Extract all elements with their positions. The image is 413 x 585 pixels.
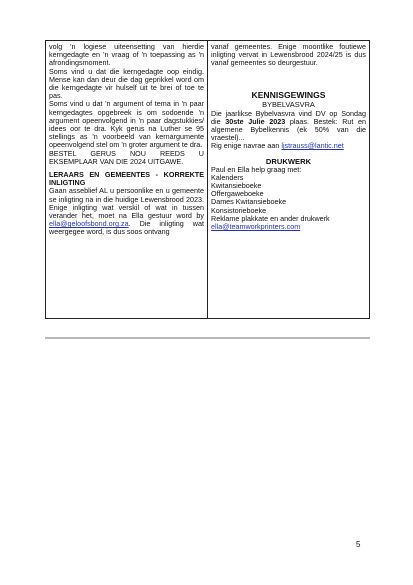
right-column <box>208 41 369 318</box>
teamworkprinters-email-link[interactable]: ella@teamworkprinters.com <box>211 222 301 232</box>
drukwerk-item: Dames Kwitansieboeke <box>211 197 287 207</box>
paragraph-bestel-gerus: BESTEL GERUS NOU REEDS U EKSEMPLAAR VAN DIE 2024 UITGAWE. <box>49 148 204 166</box>
paragraph-korrekte-inligting <box>49 187 204 236</box>
horizontal-divider <box>45 337 370 339</box>
drukwerk-email-paragraph <box>211 223 366 231</box>
korrekte-inligting-text-end: . Die inligting wat weergegee word, is dus soos ontvang <box>49 219 204 237</box>
ljstrauss-email-link[interactable]: ljstrauss@lantic.net <box>281 141 344 151</box>
bybelvasvra-text-end: plaas. Bestek: Rut en algemene Bybelkennis (ek 50% van die vraestel)... <box>211 116 367 143</box>
paragraph-enquiries <box>211 142 366 150</box>
drukwerk-item: Offergaweboeke <box>211 189 264 199</box>
bybelvasvra-date: 30ste Julie 2023 <box>225 116 286 126</box>
enquiries-text: Rig enige navrae aan <box>211 141 280 151</box>
drukwerk-item: Reklame plakkate en ander drukwerk <box>211 213 330 223</box>
paragraph-foutiewe-inligting: vanaf gemeentes. Enige moontlike foutiewe inligting vervat in Lewensbrood 2024/25 is dus vanaf gemeentes so deurgestuur. <box>211 42 366 68</box>
heading-leraars-gemeentes: LERAARS EN GEMEENTES - KORREKTE INLIGTING <box>49 170 204 188</box>
two-column-table <box>45 40 370 319</box>
paragraph-kerngedagte-oop: Soms vind u dat die kerngedagte oop eindig. Mense kan dan deur die dag geprikkel word om die kerngedagte vir hulself uit te brei of toe te pas. <box>49 66 204 101</box>
paragraph-bybelvasvra <box>211 110 366 143</box>
notices-title: KENNISGEWINGS <box>251 89 326 100</box>
drukwerk-item: Konsistorieboeke <box>211 205 267 215</box>
ella-geloofsbond-email-link[interactable]: ella@geloofsbond.org.za <box>49 219 129 229</box>
bybelvasvra-text-start: Die jaarlikse Bybelvasvra vind DV op Sondag die <box>211 108 366 126</box>
drukwerk-title: DRUKWERK <box>265 156 312 166</box>
paragraph-kerngedagte-intro: volg 'n logiese uiteensetting van hierdie kerngedagte en 'n vraag of 'n toepassing as 'n afrondingsmoment. <box>49 42 204 68</box>
paragraph-argument-tema: Soms vind u dat 'n argument of tema in 'n paar kerngedagtes opgebreek is om sodoende 'n argument opeenvolgend in 'n paar dagstukkies/ idees oor te dra. Kyk gerus na Luther se 95 stellings as 'n voorbeeld van kernargumente opeenvolgend stel om 'n groter argument te dra. <box>49 99 204 150</box>
drukwerk-item: Kalenders <box>211 172 244 182</box>
page-number: 5 <box>356 540 361 549</box>
drukwerk-item: Kwitansieboeke <box>211 181 262 191</box>
bybelvasvra-title: BYBELVASVRA <box>262 99 315 109</box>
korrekte-inligting-text: Gaan asseblief AL u persoonlike en u gemeente se inligting na in die huidige Lewensbrood 2023. Enige inligting wat verskil of wat in tussen verander het, moet na Ella gestuur word by <box>49 186 204 221</box>
drukwerk-intro: Paul en Ella help graag met: <box>211 164 302 174</box>
left-column <box>46 41 208 318</box>
